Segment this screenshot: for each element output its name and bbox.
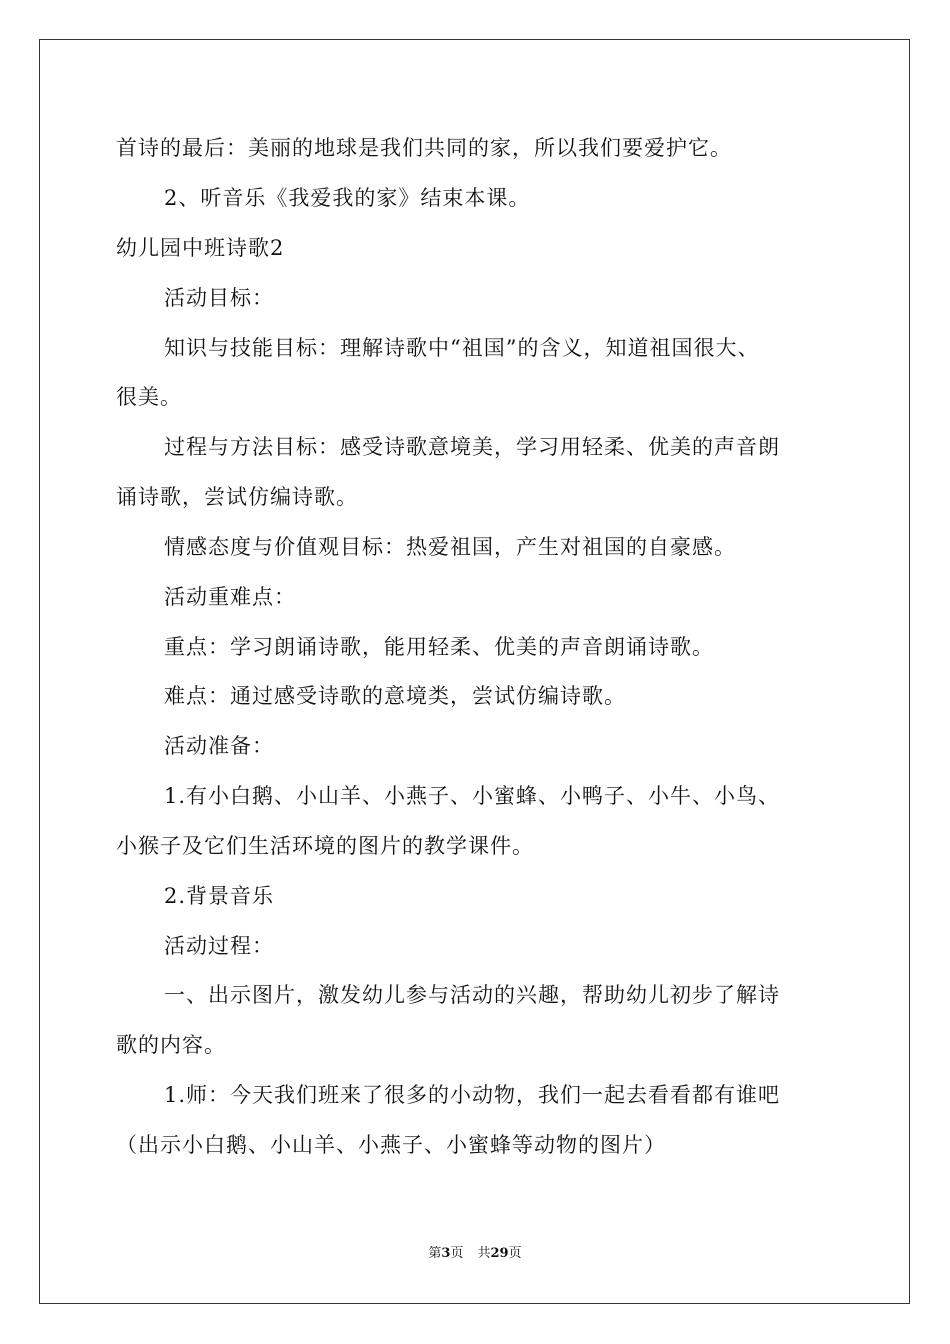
text-line: 活动过程： [164,934,274,958]
text-line: 知识与技能目标：理解诗歌中“祖国”的含义，知道祖国很大、 [164,336,760,360]
text-line: 小猴子及它们生活环境的图片的教学课件。 [116,834,534,858]
text-line: （出示小白鹅、小山羊、小燕子、小蜜蜂等动物的图片） [116,1133,666,1157]
text-line: 活动准备： [164,734,274,758]
footer-total-pages: 29 [490,1246,509,1261]
text-line: 1.有小白鹅、小山羊、小燕子、小蜜蜂、小鸭子、小牛、小鸟、 [164,784,781,808]
footer-total-prefix: 共 [477,1246,491,1261]
text-line: 2.背景音乐 [164,884,275,908]
footer-page-number: 3 [441,1246,451,1261]
section-heading: 幼儿园中班诗歌2 [116,236,285,260]
text-line: 歌的内容。 [116,1033,226,1057]
text-line: 情感态度与价值观目标：热爱祖国，产生对祖国的自豪感。 [164,535,736,559]
text-line: 首诗的最后：美丽的地球是我们共同的家，所以我们要爱护它。 [116,136,732,160]
text-line: 难点：通过感受诗歌的意境类，尝试仿编诗歌。 [164,684,626,708]
text-line: 活动重难点： [164,585,296,609]
text-line: 2、听音乐《我爱我的家》结束本课。 [164,186,531,210]
page-footer [0,1245,950,1263]
text-line: 过程与方法目标：感受诗歌意境美，学习用轻柔、优美的声音朗 [164,435,780,459]
footer-total-suffix: 页 [508,1246,522,1261]
text-line: 诵诗歌，尝试仿编诗歌。 [116,485,358,509]
text-line: 1.师：今天我们班来了很多的小动物，我们一起去看看都有谁吧 [164,1083,781,1107]
footer-page-suffix: 页 [450,1246,464,1261]
page-border [39,39,910,1304]
text-line: 很美。 [116,385,182,409]
footer-page-prefix: 第 [428,1246,442,1261]
text-line: 活动目标： [164,286,274,310]
text-line: 重点：学习朗诵诗歌，能用轻柔、优美的声音朗诵诗歌。 [164,635,714,659]
text-line: 一、出示图片，激发幼儿参与活动的兴趣，帮助幼儿初步了解诗 [164,983,780,1007]
